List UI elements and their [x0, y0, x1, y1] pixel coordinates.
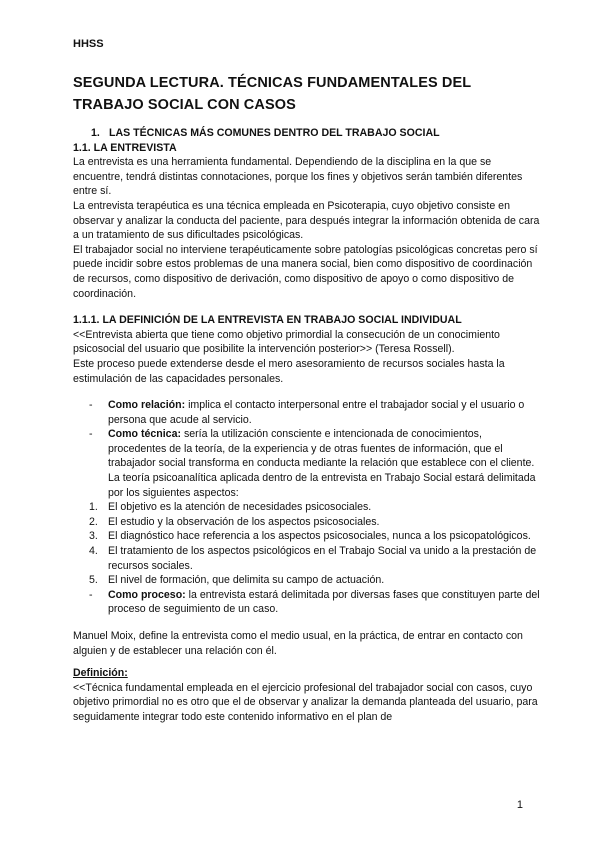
paragraph: La entrevista es una herramienta fundamental. Dependiendo de la disciplina en la que se encuentre, tendrá distintas connotaciones, porque los fines y objetivos serán también diferentes entre sí.	[73, 156, 523, 198]
list-item	[73, 588, 543, 617]
list-marker: 5.	[89, 574, 98, 587]
document-title	[73, 72, 533, 116]
item-text: El nivel de formación, que delimita su campo de actuación.	[108, 574, 385, 587]
item-text: El estudio y la observación de los aspectos psicosociales.	[108, 515, 380, 528]
paragraph: Este proceso puede extenderse desde el mero asesoramiento de recursos sociales hasta la estimulación de las capacidades personales.	[73, 357, 505, 385]
paragraph: La entrevista terapéutica es una técnica empleada en Psicoterapia, cuyo objetivo consiste en observar y analizar la conducta del paciente, para después integrar la información obtenida de cara a un tratamiento de sus dificultades psicológicas.	[73, 199, 540, 242]
list-item	[73, 573, 543, 588]
section-number: 1.	[91, 127, 100, 139]
item-lead: Como relación:	[108, 399, 186, 412]
section-heading-1-1: 1.1. LA ENTREVISTA	[73, 141, 177, 154]
item-text: El objetivo es la atención de necesidades psicosociales.	[108, 501, 372, 514]
section-heading-1	[73, 126, 543, 141]
item-text: El diagnóstico hace referencia a los aspectos psicosociales, nunca a los psicopatológicos.	[108, 530, 531, 543]
list-marker: -	[89, 399, 93, 412]
section-heading-text: LAS TÉCNICAS MÁS COMUNES DENTRO DEL TRABAJO SOCIAL	[109, 127, 440, 139]
definition-heading: Definición:	[73, 667, 128, 680]
paragraph: <<Entrevista abierta que tiene como objetivo primordial la consecución de un conocimiento psicosocial del usuario que posibilite la intervención posterior>> (Teresa Rossell).	[73, 328, 500, 356]
item-text: sería la utilización consciente e intencionada de conocimientos, procedentes de la teoría, de la experiencia y de otras fuentes de información, que el trabajador social transforma en conducta mediante la relación que establece con el cliente. La teoría psicoanalítica aplicada dentro de la entrevista en Trabajo Social estará delimitada por los siguientes aspectos:	[108, 428, 536, 499]
item-text: El tratamiento de los aspectos psicológicos en el Trabajo Social va unido a la prestación de recursos sociales.	[108, 545, 537, 572]
item-list	[73, 398, 543, 617]
page-header: HHSS	[73, 38, 104, 50]
list-item	[73, 427, 543, 500]
page-number: 1	[516, 799, 523, 811]
item-lead: Como proceso:	[108, 588, 186, 601]
list-item	[73, 500, 543, 515]
item-text: la entrevista estará delimitada por diversas fases que constituyen parte del proceso de seguimiento de un caso.	[108, 588, 540, 616]
list-item	[73, 515, 543, 530]
list-marker: 3.	[89, 530, 98, 543]
paragraph: El trabajador social no interviene terapéuticamente sobre patologías psicológicas concretas pero sí puede incidir sobre estos problemas de una manera social, bien como dispositivo de coordinación de recursos, como dispositivo de derivación, como dispositivo de apoyo o como dispositivo de coordinación.	[73, 243, 538, 300]
list-marker: -	[89, 428, 93, 441]
title-line-2: TRABAJO SOCIAL CON CASOS	[73, 97, 296, 113]
section-heading-1-1-1: 1.1.1. LA DEFINICIÓN DE LA ENTREVISTA EN TRABAJO SOCIAL INDIVIDUAL	[73, 314, 462, 327]
item-text: implica el contacto interpersonal entre el trabajador social y el usuario o persona que acude al servicio.	[108, 399, 525, 426]
list-item	[73, 529, 543, 544]
list-item	[73, 398, 543, 427]
list-item	[73, 544, 543, 573]
paragraph: Manuel Moix, define la entrevista como el medio usual, en la práctica, de entrar en contacto con alguien y de establecer una relación con él.	[73, 630, 523, 657]
list-marker: 4.	[89, 545, 98, 558]
list-marker: -	[89, 588, 93, 601]
document-body	[73, 126, 543, 725]
paragraph: <<Técnica fundamental empleada en el ejercicio profesional del trabajador social con casos, cuyo objetivo primordial no es otro que el de observar y analizar la demanda planteada del usuario, para seguidamente integrar todo este contenido informativo en el plan de	[73, 681, 538, 723]
item-lead: Como técnica:	[108, 428, 181, 441]
list-marker: 1.	[89, 501, 98, 514]
title-line-1: SEGUNDA LECTURA. TÉCNICAS FUNDAMENTALES DEL	[73, 75, 472, 91]
list-marker: 2.	[89, 515, 98, 528]
